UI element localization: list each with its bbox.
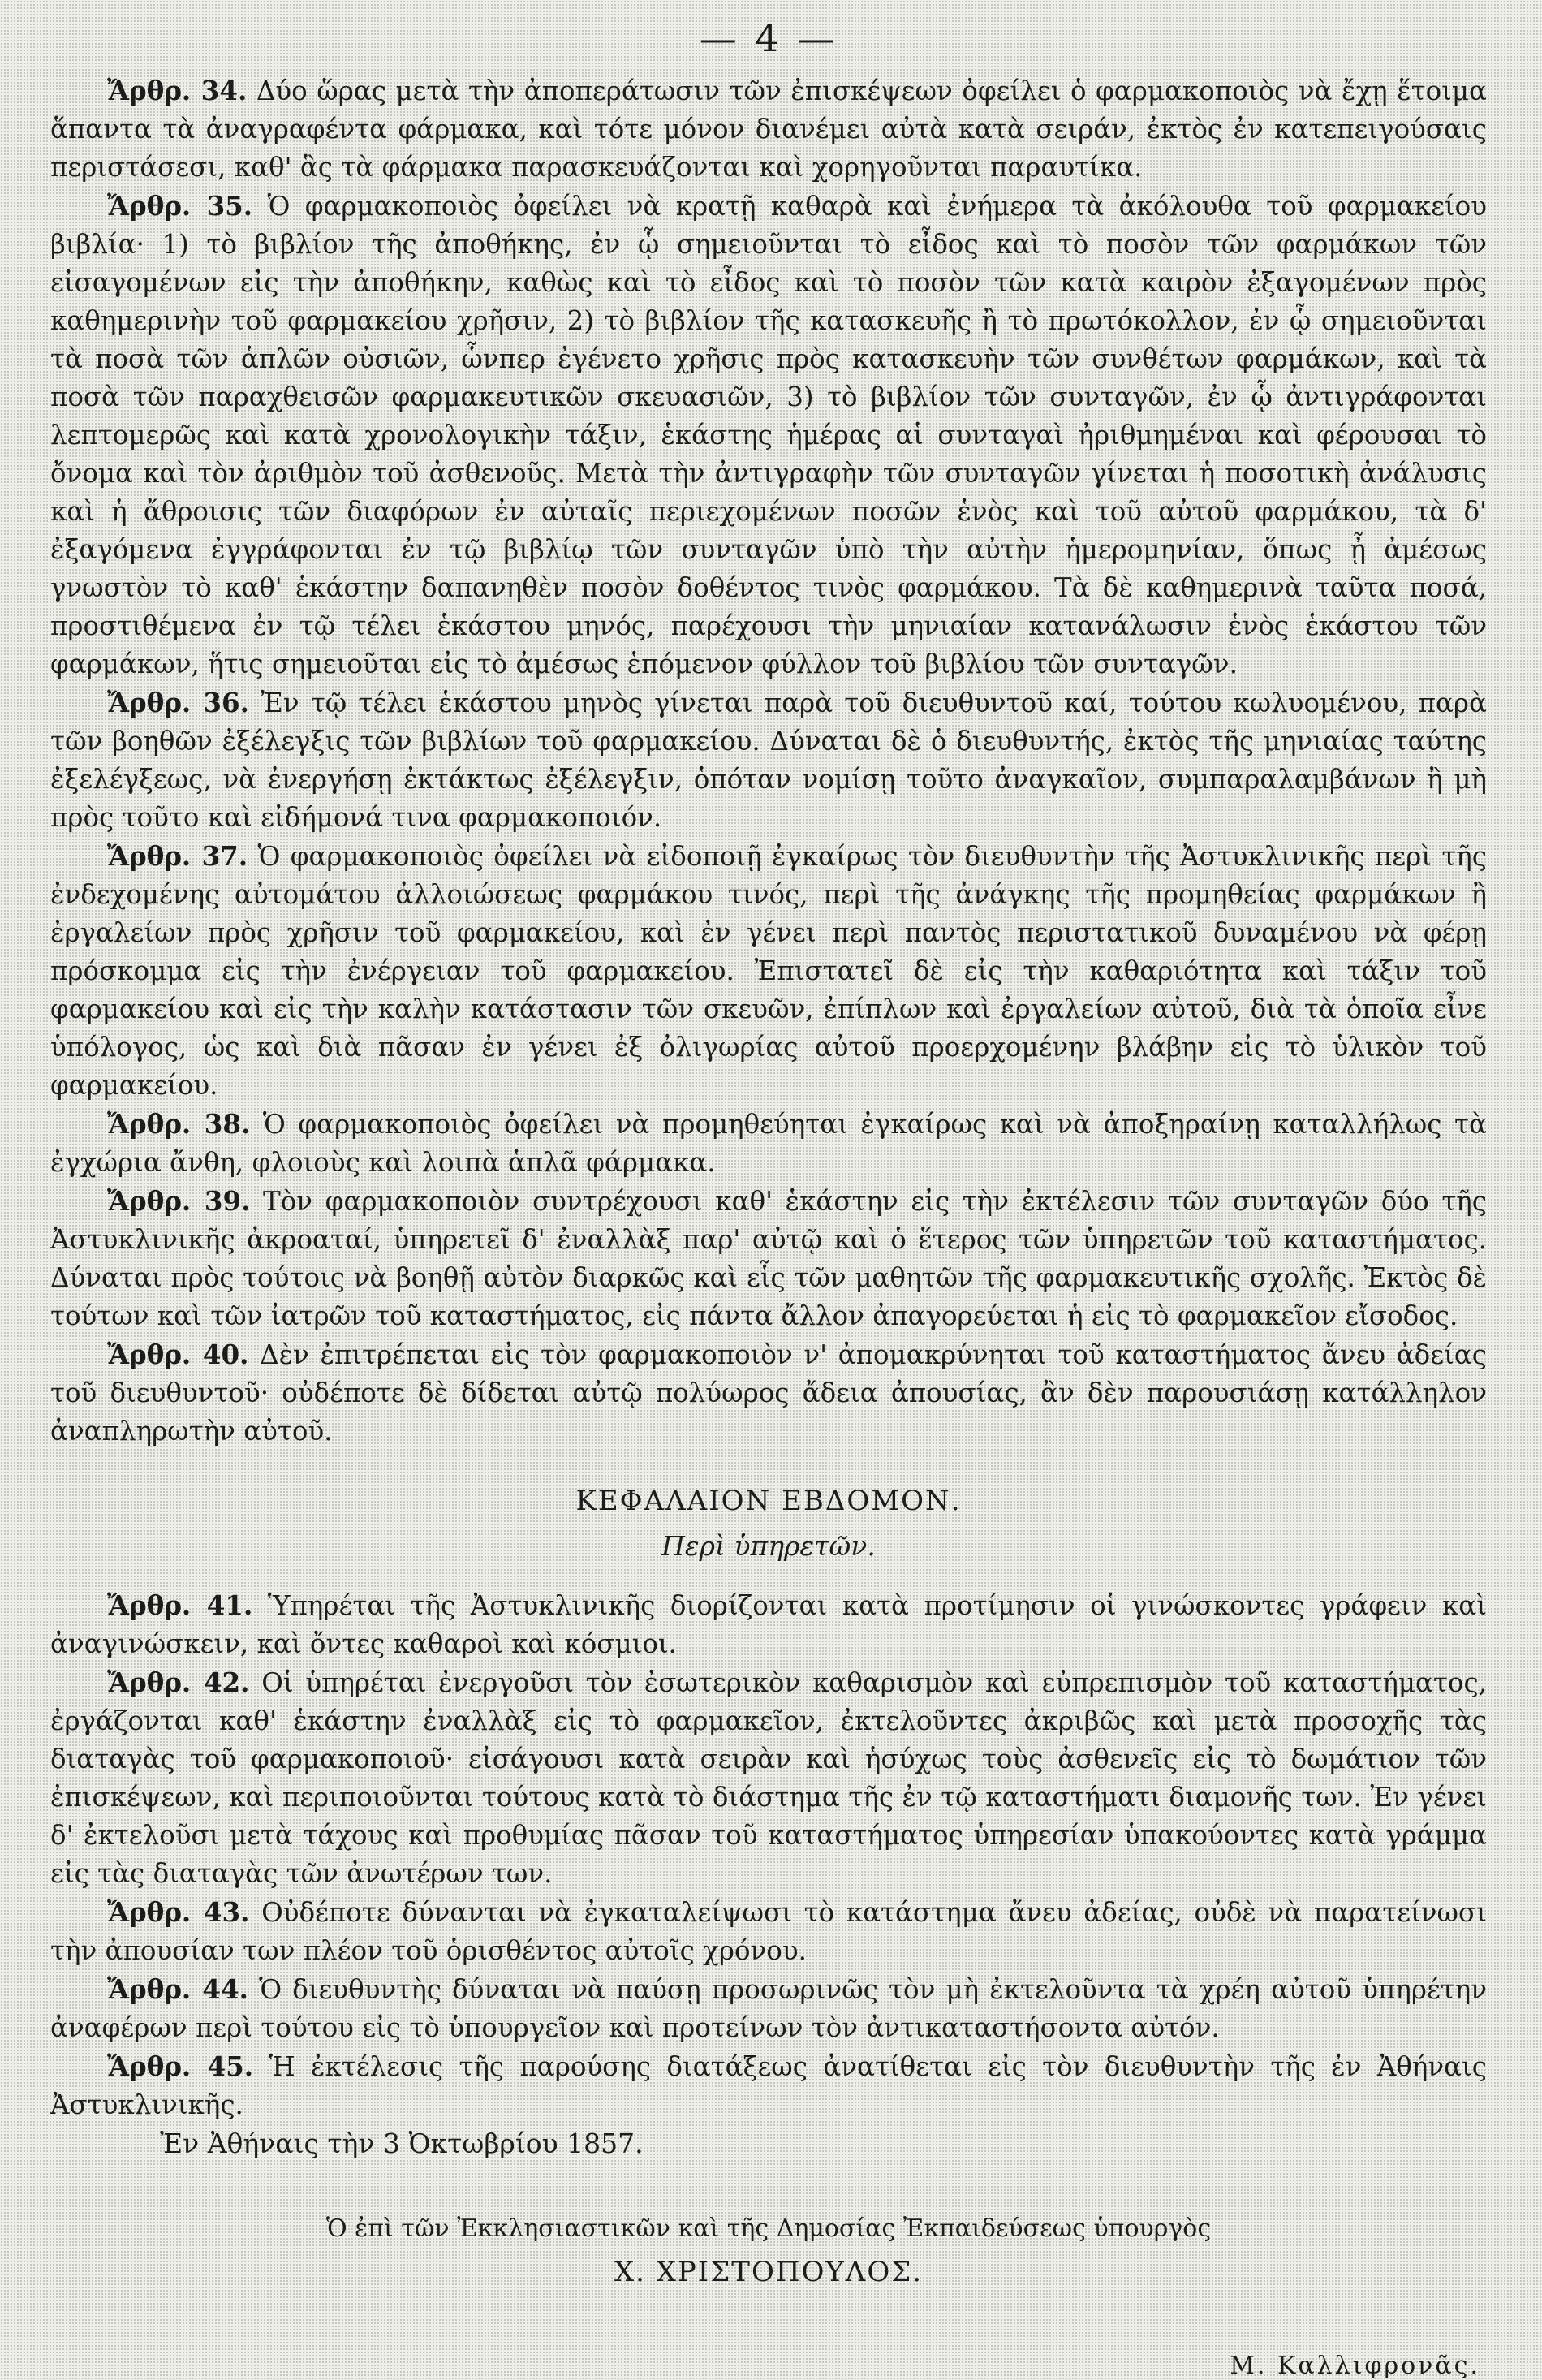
article-42 <box>50 1663 1487 1893</box>
article-text: Οὐδέποτε δύνανται νὰ ἐγκαταλείψωσι τὸ κατάστημα ἄνευ ἀδείας, οὐδὲ νὰ παρατείνωσι τὴν ἀπουσίαν των πλέον τοῦ ὁρισθέντος αὐτοῖς χρόνου. <box>50 1897 1487 1966</box>
article-36 <box>50 683 1487 837</box>
article-44 <box>50 1970 1487 2047</box>
article-text: Ὁ διευθυντὴς δύναται νὰ παύσῃ προσωρινῶς τὸν μὴ ἐκτελοῦντα τὰ χρέη αὐτοῦ ὑπηρέτην ἀναφέρων περὶ τούτου εἰς τὸ ὑπουργεῖον καὶ προτείνων τὸν ἀντικαταστήσοντα αὐτόν. <box>50 1974 1488 2043</box>
article-text: Ἡ ἐκτέλεσις τῆς παρούσης διατάξεως ἀνατίθεται εἰς τὸν διευθυντὴν τῆς ἐν Ἀθήναις Ἀστυκλινικῆς. <box>50 2051 1487 2120</box>
article-label: Ἄρθρ. 42. <box>107 1666 250 1698</box>
article-text: Ὁ φαρμακοποιὸς ὀφείλει νὰ εἰδοποιῇ ἐγκαίρως τὸν διευθυντὴν τῆς Ἀστυκλινικῆς περὶ τῆς ἐνδεχομένης αὐτομάτου ἀλλοιώσεως φαρμάκου τινός, περὶ τῆς ἀνάγκης τῆς προμηθείας φαρμάκων ἢ ἐργαλείων πρὸς χρῆσιν τοῦ φαρμακείου, καὶ ἐν γένει περὶ παντὸς περιστατικοῦ δυναμένου νὰ φέρῃ πρόσκομμα εἰς τὴν ἐνέργειαν τοῦ φαρμακείου. Ἐπιστατεῖ δὲ εἰς τὴν καθαριότητα καὶ τάξιν τοῦ φαρμακείου καὶ εἰς τὴν καλὴν κατάστασιν τῶν σκευῶν, ἐπίπλων καὶ ἐργαλείων αὐτοῦ, διὰ τὰ ὁποῖα εἶνε ὑπόλογος, ὡς καὶ διὰ πᾶσαν ἐν γένει ἐξ ὀλιγωρίας αὐτοῦ προερχομένην βλάβην εἰς τὸ ὑλικὸν τοῦ φαρμακείου. <box>50 841 1487 1101</box>
article-text: Δύο ὥρας μετὰ τὴν ἀποπεράτωσιν τῶν ἐπισκέψεων ὀφείλει ὁ φαρμακοποιὸς νὰ ἔχῃ ἕτοιμα ἅπαντα τὰ ἀναγραφέντα φάρμακα, καὶ τότε μόνον διανέμει αὐτὰ κατὰ σειράν, ἐκτὸς ἐν κατεπειγούσαις περιστάσεσι, καθ' ἃς τὰ φάρμακα παρασκευάζονται καὶ χορηγοῦνται παραυτίκα. <box>50 75 1487 183</box>
signature-block <box>50 2214 1487 2288</box>
article-label: Ἄρθρ. 40. <box>107 1339 249 1370</box>
article-label: Ἄρθρ. 41. <box>107 1589 253 1621</box>
article-text: Δὲν ἐπιτρέπεται εἰς τὸν φαρμακοποιὸν ν' ἀπομακρύνηται τοῦ καταστήματος ἄνευ ἀδείας τοῦ διευθυντοῦ· οὐδέποτε δὲ δίδεται αὐτῷ πολύωρος ἄδεια ἀπουσίας, ἂν δὲν παρουσιάσῃ κατάλληλον ἀναπληρωτὴν αὐτοῦ. <box>50 1339 1487 1447</box>
article-label: Ἄρθρ. 44. <box>107 1973 248 2005</box>
article-label: Ἄρθρ. 45. <box>107 2050 254 2082</box>
article-label: Ἄρθρ. 38. <box>107 1108 251 1140</box>
article-37 <box>50 837 1487 1105</box>
article-38 <box>50 1105 1487 1182</box>
article-label: Ἄρθρ. 34. <box>107 75 248 106</box>
article-text: Οἱ ὑπηρέται ἐνεργοῦσι τὸν ἐσωτερικὸν καθαρισμὸν καὶ εὐπρεπισμὸν τοῦ καταστήματος, ἐργάζονται καθ' ἑκάστην ἐναλλὰξ εἰς τὸ φαρμακεῖον, ἐκτελοῦντες ἀκριβῶς καὶ μετὰ προσοχῆς τὰς διαταγὰς τοῦ φαρμακοποιοῦ· εἰσάγουσι κατὰ σειρὰν καὶ ἡσύχως τοὺς ἀσθενεῖς εἰς τὸ δωμάτιον τῶν ἐπισκέψεων, καὶ περιποιοῦνται τούτους κατὰ τὸ διάστημα τῆς ἐν τῷ καταστήματι διαμονῆς των. Ἐν γένει δ' ἐκτελοῦσι μετὰ τάχους καὶ προθυμίας πᾶσαν τοῦ καταστήματος ὑπηρεσίαν ὑπακούοντες κατὰ γράμμα εἰς τὰς διαταγὰς τῶν ἀνωτέρων των. <box>50 1667 1487 1889</box>
article-40 <box>50 1335 1487 1451</box>
article-41 <box>50 1586 1487 1663</box>
article-35 <box>50 187 1487 683</box>
page-number: — 4 — <box>699 16 838 60</box>
signature-title: Ὁ ἐπὶ τῶν Ἐκκλησιαστικῶν καὶ τῆς Δημοσίας Ἐκπαιδεύσεως ὑπουργὸς <box>325 2214 1212 2243</box>
article-label: Ἄρθρ. 35. <box>107 190 253 222</box>
article-45 <box>50 2047 1487 2124</box>
article-43 <box>50 1893 1487 1970</box>
article-label: Ἄρθρ. 39. <box>107 1185 251 1217</box>
signature-name: Χ. ΧΡΙΣΤΟΠΟΥΛΟΣ. <box>614 2256 924 2288</box>
article-text: Ἐν τῷ τέλει ἑκάστου μηνὸς γίνεται παρὰ τοῦ διευθυντοῦ καί, τούτου κωλυομένου, παρὰ τῶν βοηθῶν ἐξέλεγξις τῶν βιβλίων τοῦ φαρμακείου. Δύναται δὲ ὁ διευθυντής, ἐκτὸς τῆς μηνιαίας ταύτης ἐξελέγξεως, νὰ ἐνεργήσῃ ἐκτάκτως ἐξέλεγξιν, ὁπόταν νομίσῃ τοῦτο ἀναγκαῖον, συμπαραλαμβάνων ἢ μὴ πρὸς τοῦτο καὶ εἰδήμονά τινα φαρμακοποιόν. <box>50 688 1487 833</box>
article-list-pharmacy <box>50 71 1487 1451</box>
article-text: Ὑπηρέται τῆς Ἀστυκλινικῆς διορίζονται κατὰ προτίμησιν οἱ γινώσκοντες γράφειν καὶ ἀναγινώσκειν, καὶ ὄντες καθαροὶ καὶ κόσμιοι. <box>50 1590 1487 1659</box>
article-text: Ὁ φαρμακοποιὸς ὀφείλει νὰ προμηθεύηται ἐγκαίρως καὶ νὰ ἀποξηραίνῃ καταλλήλως τὰ ἐγχώρια ἄνθη, φλοιοὺς καὶ λοιπὰ ἁπλᾶ φάρμακα. <box>50 1109 1487 1178</box>
article-list-servants <box>50 1586 1487 2124</box>
document-page <box>50 16 1487 2380</box>
article-34 <box>50 71 1487 187</box>
article-label: Ἄρθρ. 36. <box>107 687 249 718</box>
article-39 <box>50 1182 1487 1335</box>
article-label: Ἄρθρ. 37. <box>107 840 248 872</box>
dateline: Ἐν Ἀθήναις τὴν 3 Ὀκτωβρίου 1857. <box>160 2128 644 2159</box>
article-label: Ἄρθρ. 43. <box>107 1896 250 1928</box>
chapter-subtitle: Περὶ ὑπηρετῶν. <box>661 1530 876 1562</box>
article-text: Ὁ φαρμακοποιὸς ὀφείλει νὰ κρατῇ καθαρὰ καὶ ἐνήμερα τὰ ἀκόλουθα τοῦ φαρμακείου βιβλία· 1) τὸ βιβλίον τῆς ἀποθήκης, ἐν ᾧ σημειοῦνται τὸ εἶδος καὶ τὸ ποσὸν τῶν φαρμάκων τῶν εἰσαγομένων εἰς τὴν ἀποθήκην, καθὼς καὶ τὸ εἶδος καὶ τὸ ποσὸν τῶν κατὰ καιρὸν ἐξαγομένων πρὸς καθημερινὴν τοῦ φαρμακείου χρῆσιν, 2) τὸ βιβλίον τῆς κατασκευῆς ἢ τὸ πρωτόκολλον, ἐν ᾧ σημειοῦνται τὰ ποσὰ τῶν ἁπλῶν οὐσιῶν, ὧνπερ ἐγένετο χρῆσις πρὸς κατασκευὴν τῶν συνθέτων φαρμάκων, καὶ τὰ ποσὰ τῶν παραχθεισῶν φαρμακευτικῶν σκευασιῶν, 3) τὸ βιβλίον τῶν συνταγῶν, ἐν ᾧ ἀντιγράφονται λεπτομερῶς καὶ κατὰ χρονολογικὴν τάξιν, ἑκάστης ἡμέρας αἱ συνταγαὶ ἠριθμημέναι καὶ φέρουσαι τὸ ὄνομα καὶ τὸν ἀριθμὸν τοῦ ἀσθενοῦς. Μετὰ τὴν ἀντιγραφὴν τῶν συνταγῶν γίνεται ἡ ποσοτικὴ ἀνάλυσις καὶ ἡ ἄθροισις τῶν διαφόρων ἐν αὐταῖς περιεχομένων ποσῶν ἑνὸς καὶ τοῦ αὐτοῦ φαρμάκου, τὰ δ' ἐξαγόμενα ἐγγράφονται ἐν τῷ βιβλίῳ τῶν συνταγῶν ὑπὸ τὴν αὐτὴν ἡμερομηνίαν, ὅπως ᾖ ἀμέσως γνωστὸν τὸ καθ' ἑκάστην δαπανηθὲν ποσὸν δοθέντος τινὸς φαρμάκου. Τὰ δὲ καθημερινὰ ταῦτα ποσά, προστιθέμενα ἐν τῷ τέλει ἑκάστου μηνός, παρέχουσι τὴν μηνιαίαν κατανάλωσιν ἑνὸς ἑκάστου τῶν φαρμάκων, ἥτις σημειοῦται εἰς τὸ ἀμέσως ἑπόμενον φύλλον τοῦ βιβλίου τῶν συνταγῶν. <box>50 191 1487 679</box>
countersign: Μ. Καλλιφρονᾶς. <box>1230 2352 1480 2380</box>
article-text: Τὸν φαρμακοποιὸν συντρέχουσι καθ' ἑκάστην εἰς τὴν ἐκτέλεσιν τῶν συνταγῶν δύο τῆς Ἀστυκλινικῆς ἀκροαταί, ὑπηρετεῖ δ' ἐναλλὰξ παρ' αὐτῷ καὶ ὁ ἕτερος τῶν ὑπηρετῶν τοῦ καταστήματος. Δύναται πρὸς τούτοις νὰ βοηθῇ αὐτὸν διαρκῶς καὶ εἷς τῶν μαθητῶν τῆς φαρμακευτικῆς σχολῆς. Ἐκτὸς δὲ τούτων καὶ τῶν ἰατρῶν τοῦ καταστήματος, εἰς πάντα ἄλλον ἀπαγορεύεται ἡ εἰς τὸ φαρμακεῖον εἴσοδος. <box>50 1186 1487 1331</box>
chapter-heading: ΚΕΦΑΛΑΙΟΝ ΕΒΔΟΜΟΝ. <box>575 1485 962 1517</box>
